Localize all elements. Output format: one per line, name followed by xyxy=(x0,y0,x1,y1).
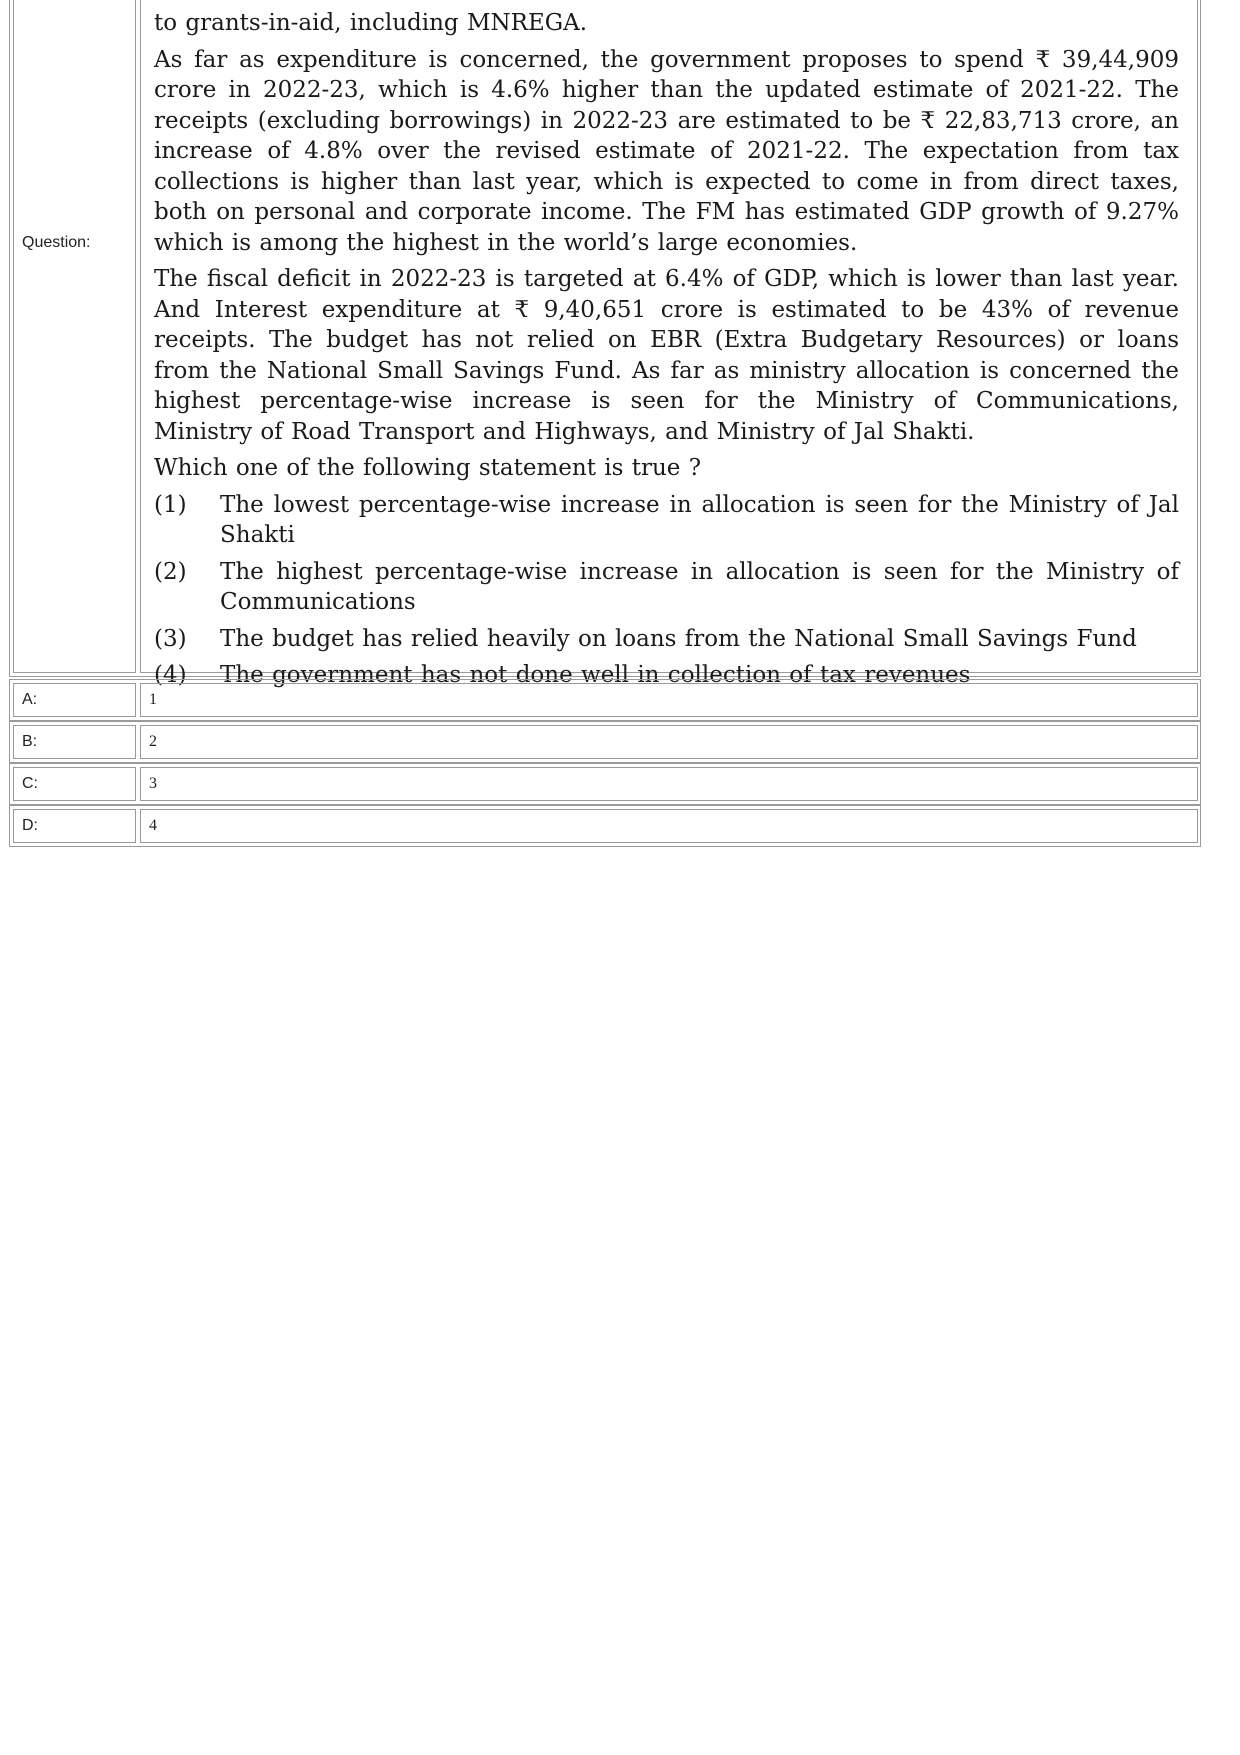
question-paragraph: to grants-in-aid, including MNREGA. xyxy=(154,10,588,36)
option-value[interactable]: 3 xyxy=(140,767,1198,801)
answer-option-a[interactable] xyxy=(9,679,1201,721)
statement-text: The lowest percentage-wise increase in allocation is seen for the Ministry of Jal Shakti xyxy=(220,491,1179,548)
option-key: B: xyxy=(13,725,136,759)
option-key: A: xyxy=(13,683,136,717)
question-paragraph: As far as expenditure is concerned, the government proposes to spend ₹ 39,44,909 crore in 2022-23, which is 4.6% higher than the updated estimate of 2021-22. The receipts (excluding borrowings) in 2022-23 are estimated to be ₹ 22,83,713 crore, an increase of 4.8% over the revised estimate of 2021-22. The expectation from tax collections is higher than last year, which is expected to come in from direct taxes, both on personal and corporate income. The FM has estimated GDP growth of 9.27% which is among the highest in the world’s large economies. xyxy=(154,46,1179,256)
question-body-cell xyxy=(140,0,1198,688)
statement-text: The government has not done well in collection of tax revenues xyxy=(220,662,971,688)
question-label-cell xyxy=(13,0,136,673)
option-value[interactable]: 2 xyxy=(140,725,1198,759)
statement-text: The highest percentage-wise increase in allocation is seen for the Ministry of Communications xyxy=(220,558,1179,615)
option-key: C: xyxy=(13,767,136,801)
statement-item xyxy=(154,624,1179,655)
question-text xyxy=(154,8,1179,691)
question-paragraph: The fiscal deficit in 2022-23 is targeted at 6.4% of GDP, which is lower than last year. And Interest expenditure at ₹ 9,40,651 crore is estimated to be 43% of revenue receipts. The budget has not relied on EBR (Extra Budgetary Resources) or loans from the National Small Savings Fund. As far as ministry allocation is concerned the highest percentage-wise increase is seen for the Ministry of Communications, Ministry of Road Transport and Highways, and Ministry of Jal Shakti. xyxy=(154,266,1179,445)
option-value[interactable]: 4 xyxy=(140,809,1198,843)
option-key: D: xyxy=(13,809,136,843)
statement-text: The budget has relied heavily on loans from the National Small Savings Fund xyxy=(220,625,1137,652)
statement-number: (2) xyxy=(154,558,187,585)
answer-option-c[interactable] xyxy=(9,763,1201,805)
answer-option-b[interactable] xyxy=(9,721,1201,763)
statement-number: (4) xyxy=(154,662,187,688)
statement-number: (1) xyxy=(154,491,187,518)
answer-option-d[interactable] xyxy=(9,805,1201,847)
statement-item xyxy=(154,557,1179,618)
question-prompt: Which one of the following statement is true ? xyxy=(154,455,702,481)
option-value[interactable]: 1 xyxy=(140,683,1198,717)
question-label: Question: xyxy=(22,234,91,251)
question-table xyxy=(9,0,1201,688)
statement-item xyxy=(154,490,1179,551)
statement-number: (3) xyxy=(154,625,187,652)
